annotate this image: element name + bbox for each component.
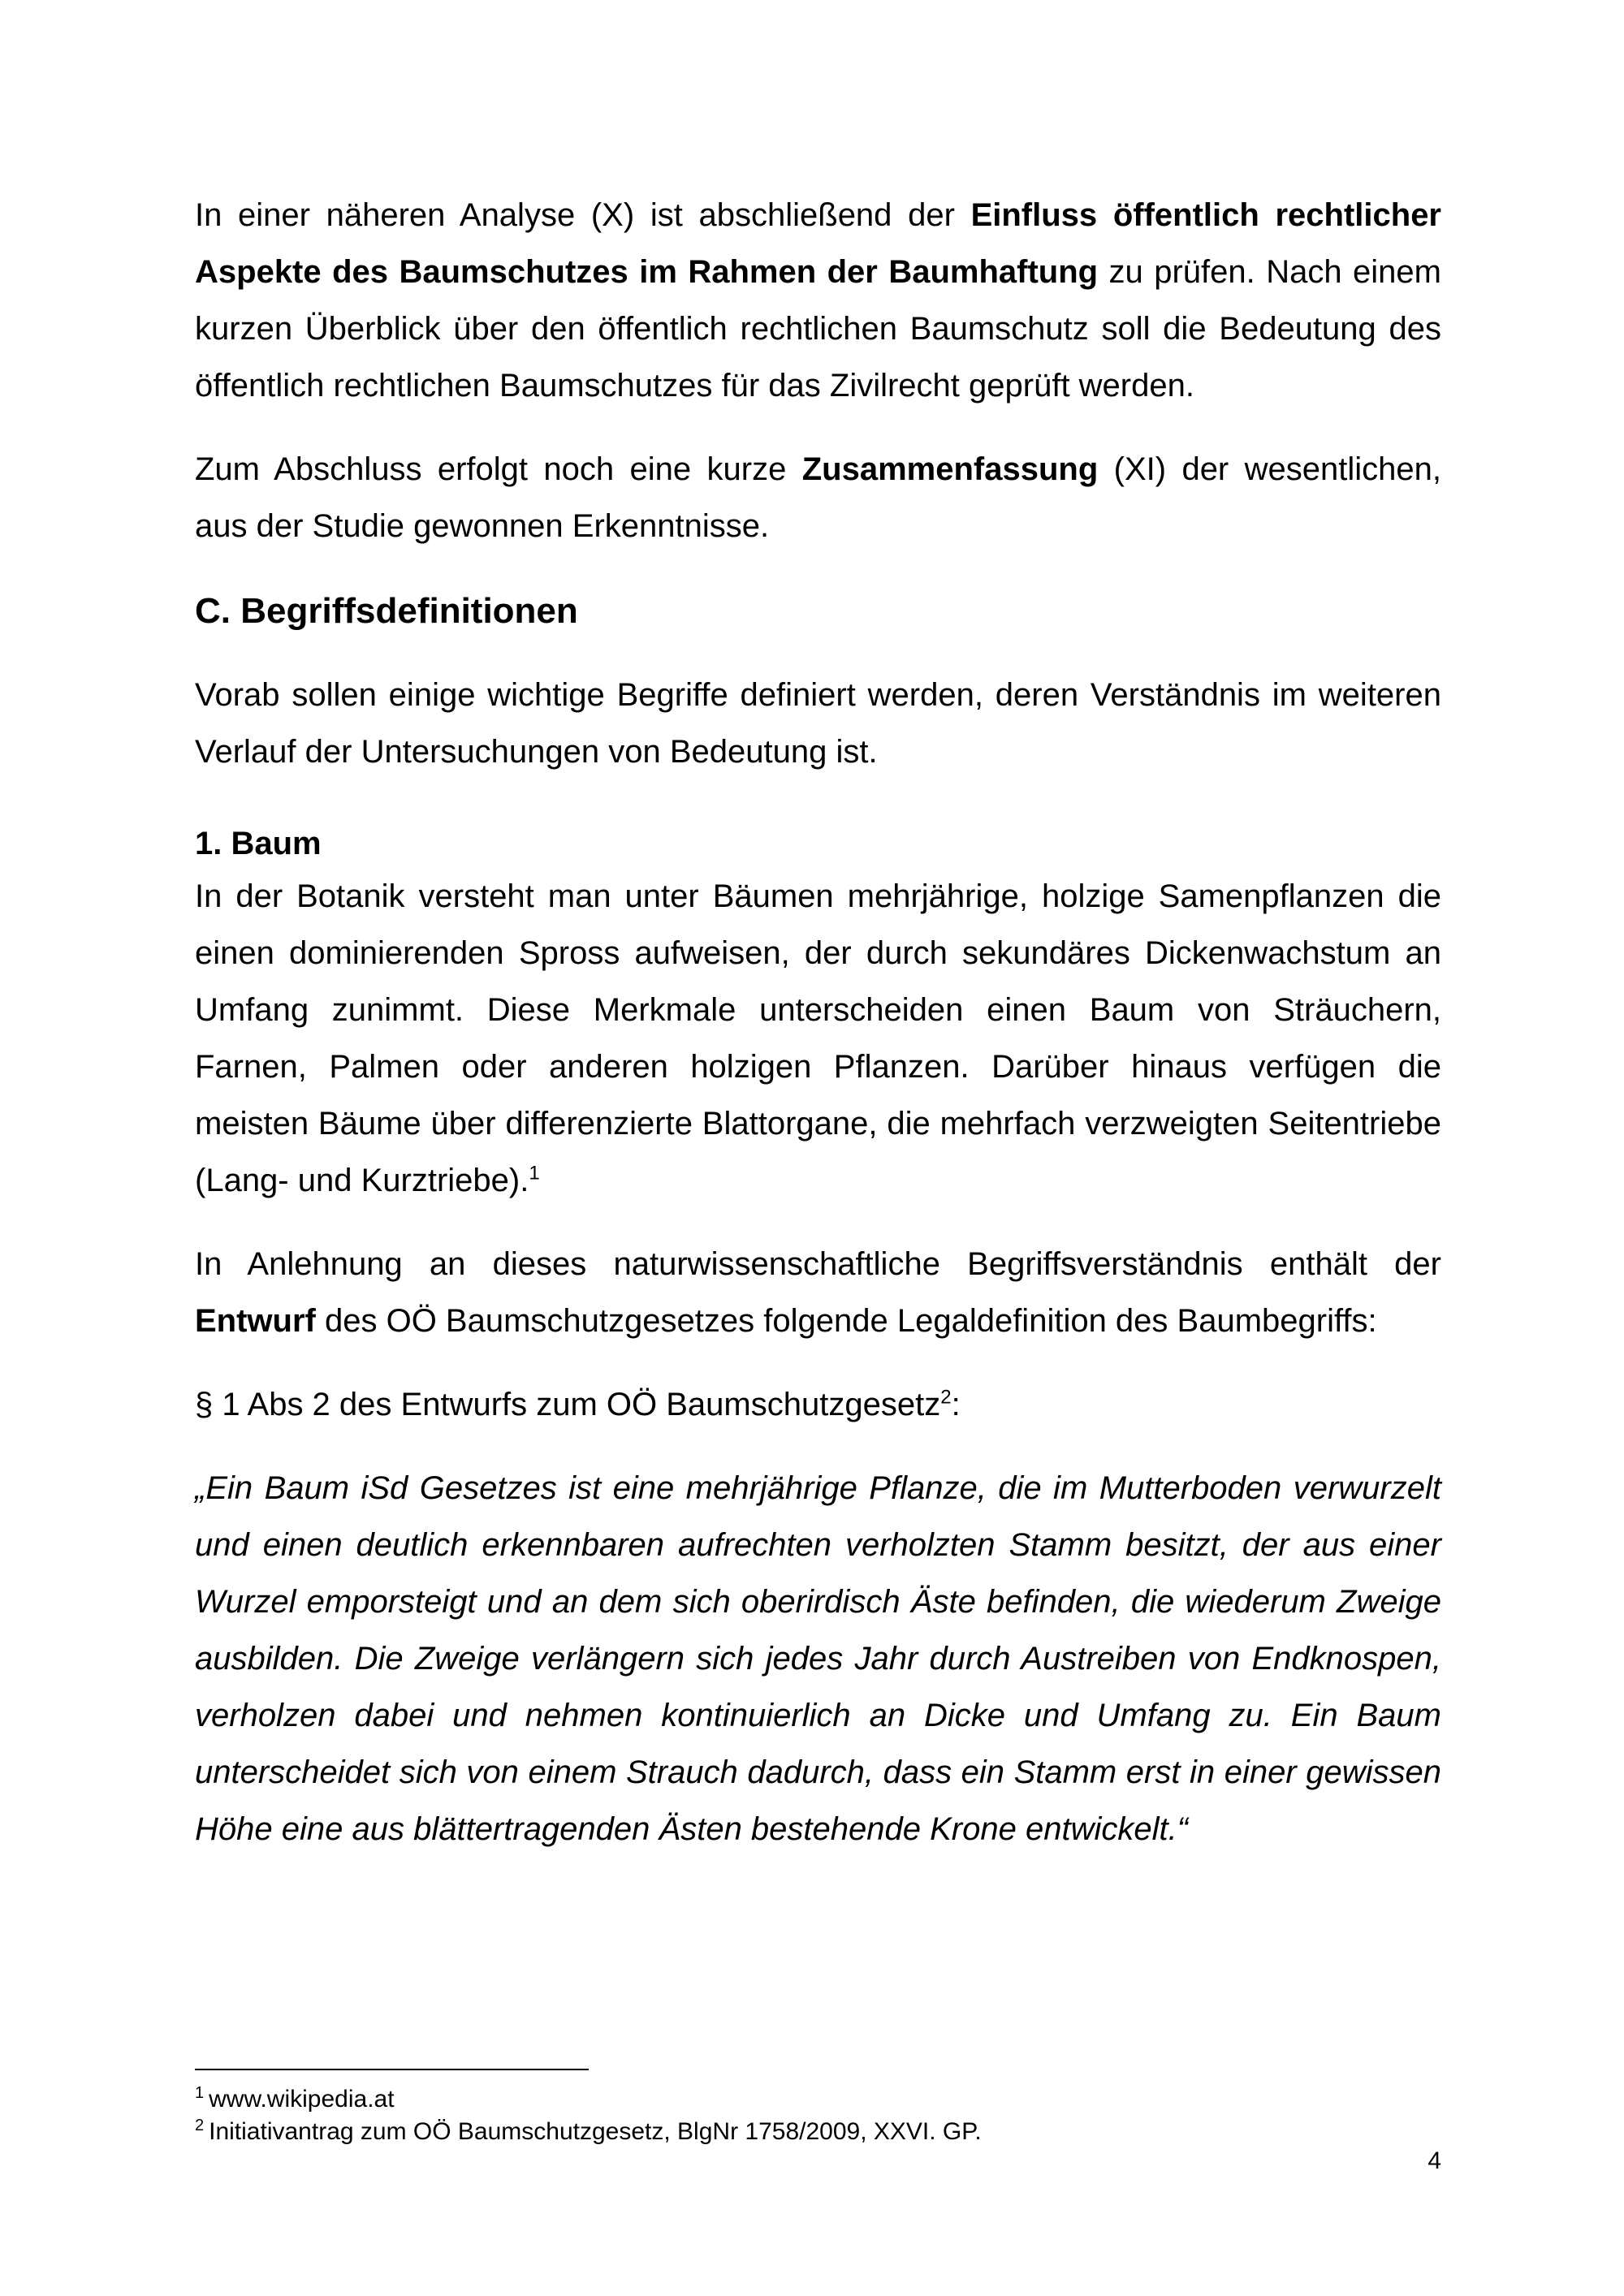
text-run: In der Botanik versteht man unter Bäumen mehrjährige, holzige Samenpflanzen die einen dominierenden Spross aufweisen, der durch sekundäres Dickenwachstum an Umfang zunimmt. Diese Merkmale unterscheiden einen Baum von Sträuchern, Farnen, Palmen oder anderen holzigen Pflanzen. Darüber hinaus verfügen die meisten Bäume über differenzierte Blattorgane, die mehrfach verzweigten Seitentriebe (Lang- und Kurztriebe).: [195, 878, 1441, 1198]
botany-paragraph: [195, 868, 1441, 1209]
footnote-text: Initiativantrag zum OÖ Baumschutzgesetz, BlgNr 1758/2009, XXVI. GP.: [209, 2118, 982, 2145]
text-run: des OÖ Baumschutzgesetzes folgende Legaldefinition des Baumbegriffs:: [315, 1303, 1377, 1339]
document-page: [195, 187, 1441, 1858]
footnote-divider: [195, 2069, 589, 2070]
footnote-item: [195, 2083, 1441, 2116]
bold-emphasis: Entwurf: [195, 1303, 316, 1339]
intro-paragraph-analysis: [195, 187, 1441, 414]
text-run: (XI) der wesentlichen, aus der Studie gewonnen Erkenntnisse.: [195, 451, 1441, 544]
text-run: :: [951, 1387, 961, 1422]
statute-quote: „Ein Baum iSd Gesetzes ist eine mehrjährige Pflanze, die im Mutterboden verwurzelt und einen deutlich erkennbaren aufrechten verholzten Stamm besitzt, der aus einer Wurzel emporsteigt und an dem sich oberirdisch Äste befinden, die wiederum Zweige ausbilden. Die Zweige verlängern sich jedes Jahr durch Austreiben von Endknospen, verholzen dabei und nehmen kontinuierlich an Dicke und Umfang zu. Ein Baum unterscheidet sich von einem Strauch dadurch, dass ein Stamm erst in einer gewissen Höhe eine aus blättertragenden Ästen bestehende Krone entwickelt.“: [195, 1470, 1441, 1847]
footnotes: [195, 2069, 1441, 2148]
section-heading: C. Begriffsdefinitionen: [195, 591, 578, 631]
statute-citation: [195, 1376, 1441, 1433]
footnote-number: 2: [195, 2117, 205, 2134]
footnote-number: 1: [195, 2084, 205, 2102]
page-number: 4: [1427, 2147, 1441, 2174]
text-run: In Anlehnung an dieses naturwissenschaftliche Begriffsverständnis enthält der: [195, 1246, 1441, 1282]
footnote-ref[interactable]: 2: [940, 1386, 952, 1409]
legal-definition-intro: [195, 1236, 1441, 1349]
bold-emphasis: Einfluss öffentlich rechtlicher Aspekte des Baumschutzes im Rahmen der Baumhaftung: [195, 197, 1442, 290]
text-run: In einer näheren Analyse (X) ist abschließend der: [195, 197, 971, 233]
section-intro-paragraph: Vorab sollen einige wichtige Begriffe definiert werden, deren Verständnis im weiteren Verlauf der Untersuchungen von Bedeutung ist.: [195, 677, 1441, 770]
text-run: zu prüfen. Nach einem kurzen Überblick über den öffentlich rechtlichen Baumschutz soll die Bedeutung des öffentlich rechtlichen Baumschutzes für das Zivilrecht geprüft werden.: [195, 254, 1441, 404]
footnote-ref[interactable]: 1: [529, 1162, 540, 1185]
intro-paragraph-summary: [195, 441, 1441, 555]
text-run: Zum Abschluss erfolgt noch eine kurze: [195, 451, 802, 487]
footnote-text: www.wikipedia.at: [209, 2086, 395, 2113]
bold-emphasis: Zusammenfassung: [801, 451, 1099, 487]
subsection-heading: 1. Baum: [195, 826, 322, 861]
text-run: § 1 Abs 2 des Entwurfs zum OÖ Baumschutzgesetz: [195, 1387, 941, 1422]
footnote-item: [195, 2116, 1441, 2148]
